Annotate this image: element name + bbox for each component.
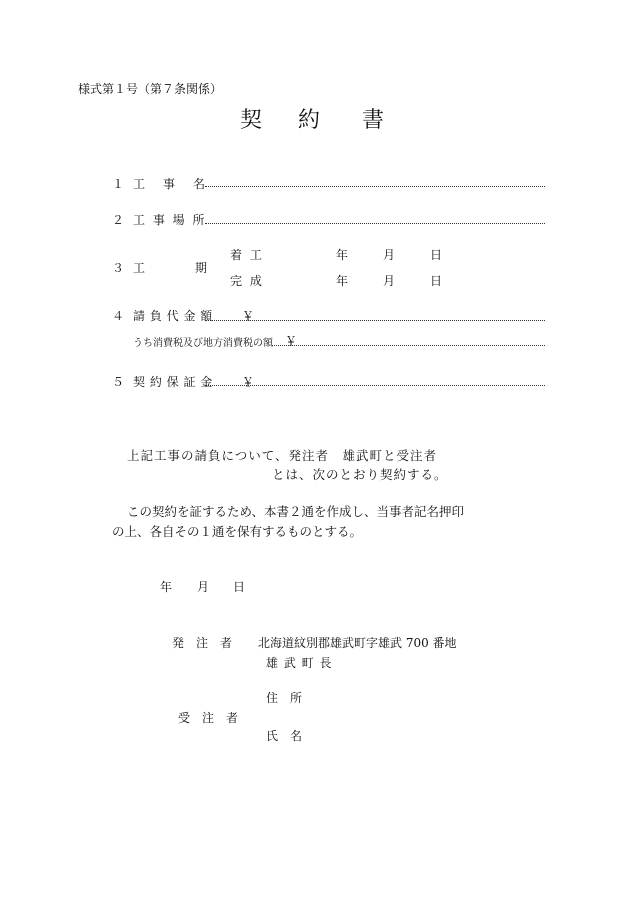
item-2-fill-line <box>205 223 545 224</box>
orderer-name: 雄 武 町 長 <box>266 656 332 670</box>
start-year: 年 <box>336 248 349 262</box>
title-char-1: 契 <box>240 108 265 133</box>
item-1-number: １ <box>112 177 125 191</box>
form-number: 様式第１号（第７条関係） <box>78 82 223 96</box>
contractor-name-label: 氏 名 <box>266 729 303 743</box>
date-month: 月 <box>197 580 210 594</box>
item-4-label: 請 負 代 金 額 <box>133 309 213 323</box>
finish-year: 年 <box>336 274 349 288</box>
item-3-label-a: 工 <box>133 261 146 275</box>
date-year: 年 <box>160 580 173 594</box>
item-1-fill-line <box>205 186 545 187</box>
item-1-label-c: 名 <box>193 177 206 191</box>
start-month: 月 <box>383 248 396 262</box>
start-day: 日 <box>430 248 443 262</box>
start-label: 着 工 <box>230 248 262 262</box>
paragraph-1-line-2: とは、次のとおり契約する。 <box>272 467 448 482</box>
item-5-yen: ￥ <box>242 375 255 389</box>
document-title <box>240 103 400 133</box>
item-5-number: ５ <box>112 375 125 389</box>
item-2-label: 工 事 場 所 <box>133 213 205 227</box>
item-5-label: 契 約 保 証 金 <box>133 375 213 389</box>
paragraph-1-line-1: 上記工事の請負について、発注者 雄武町と受注者 <box>127 448 438 463</box>
tax-yen: ￥ <box>285 334 298 348</box>
finish-label: 完 成 <box>230 274 262 288</box>
orderer-address: 北海道紋別郡雄武町字雄武 700 番地 <box>258 636 457 650</box>
item-5-fill-line <box>205 385 545 386</box>
item-4-number: ４ <box>112 309 125 323</box>
item-3-number: ３ <box>112 261 125 275</box>
tax-label: うち消費税及び地方消費税の額 <box>133 338 273 349</box>
date-day: 日 <box>233 580 246 594</box>
item-4-fill-line <box>205 320 545 321</box>
item-1-label-b: 事 <box>163 177 176 191</box>
orderer-label: 発 注 者 <box>172 636 233 650</box>
item-1-label-a: 工 <box>133 177 146 191</box>
title-char-2: 約 <box>298 108 323 133</box>
item-4-yen: ￥ <box>242 309 255 323</box>
contractor-label: 受 注 者 <box>178 711 239 725</box>
item-3-label-b: 期 <box>195 261 208 275</box>
finish-day: 日 <box>430 274 443 288</box>
tax-fill-line <box>272 345 545 346</box>
item-2-number: ２ <box>112 213 125 227</box>
finish-month: 月 <box>383 274 396 288</box>
paragraph-2-line-2: の上、各自その１通を保有するものとする。 <box>112 524 363 539</box>
paragraph-2-line-1: この契約を証するため、本書２通を作成し、当事者記名押印 <box>127 504 465 519</box>
title-char-3: 書 <box>362 108 387 133</box>
contractor-address-label: 住 所 <box>266 691 303 705</box>
